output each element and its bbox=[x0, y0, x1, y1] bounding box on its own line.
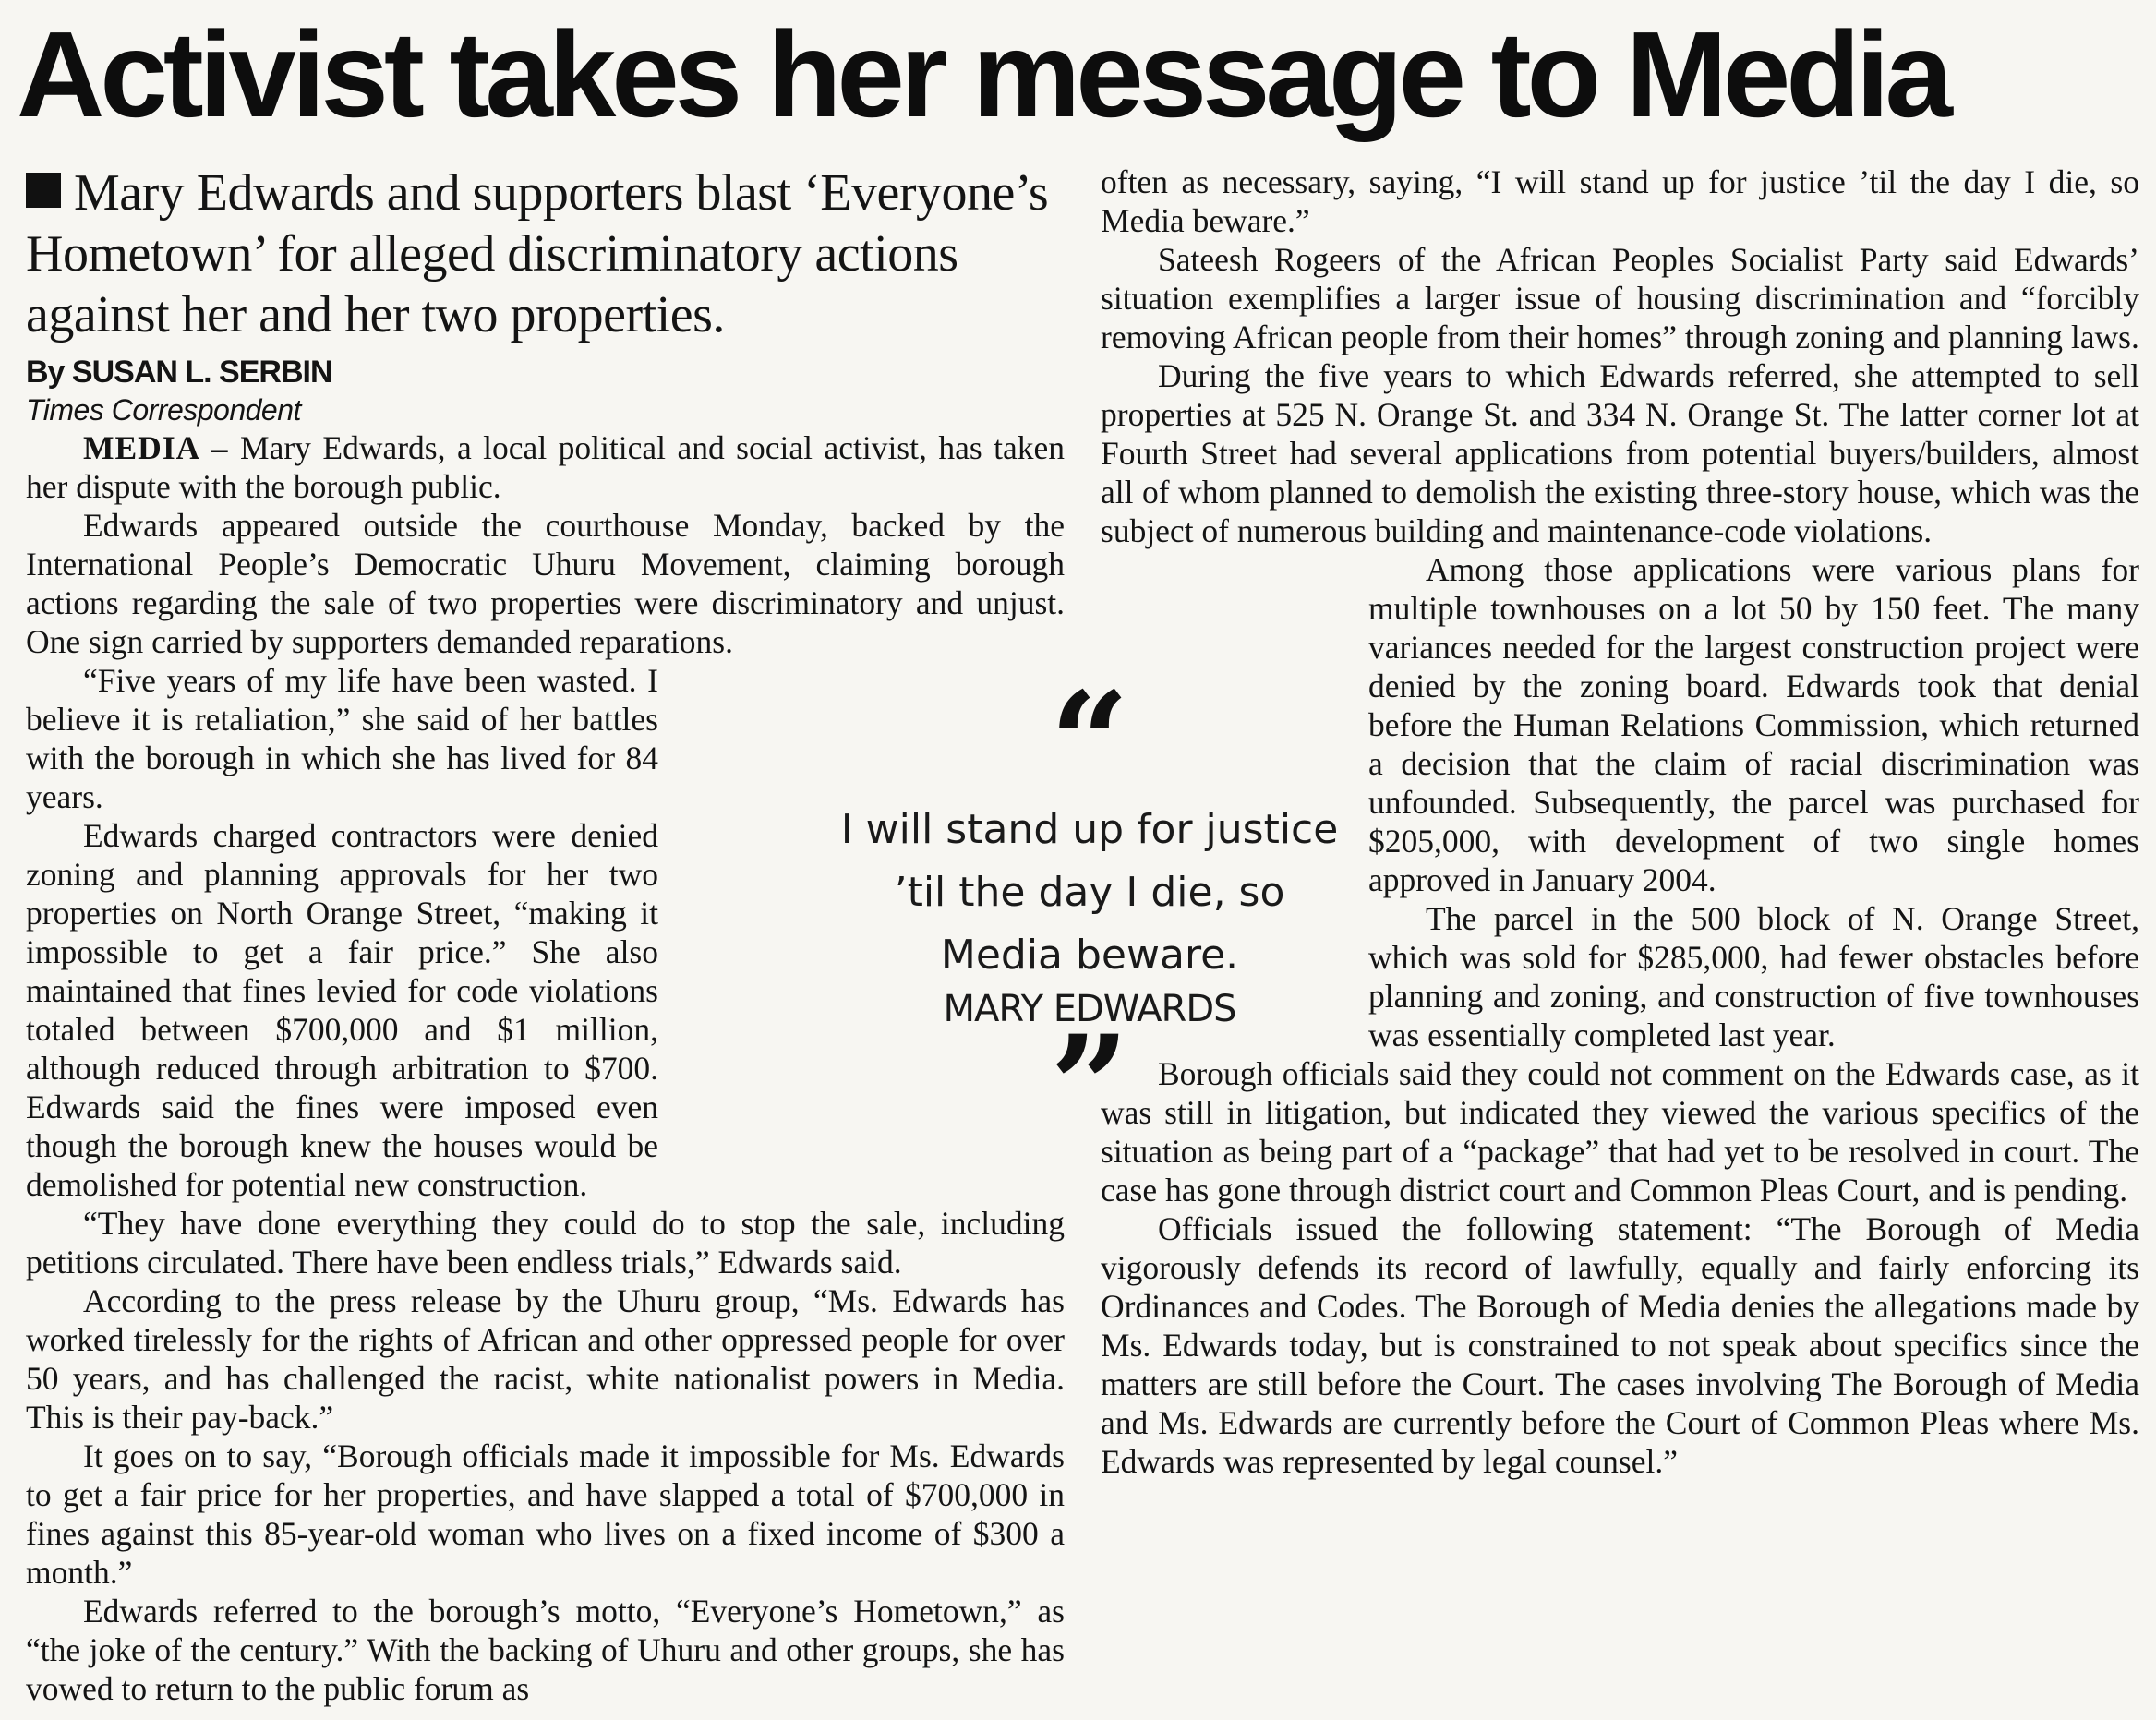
paragraph bbox=[26, 428, 1065, 506]
paragraph: Edwards charged contractors were denied zoning and planning approvals for her two properties on North Orange Street, “making it impossible to get a fair price.” She also maintained that fines levied for code violations totaled between $700,000 and $1 million, although reduced through arbitration to $700. Edwards said the fines were imposed even though the borough knew the houses would be demolished for potential new construction. bbox=[26, 817, 658, 1203]
dateline: MEDIA – bbox=[83, 429, 229, 466]
open-quote-icon: “ bbox=[1049, 662, 1130, 824]
paragraph: Among those applications were various plans for multiple townhouses on a lot 50 by 150 feet. The many variances needed for the largest construction project were denied by the zoning board. Edwards took that denial before the Human Relations Commission, which returned a decision that the claim of racial discrimination was unfounded. Subsequently, the parcel was purchased for $205,000, with development of two single homes approved in January 2004. bbox=[1368, 551, 2139, 898]
paragraph: “They have done everything they could do to stop the sale, including petitions circulated. There have been endless trials,” Edwards said. bbox=[26, 1205, 1065, 1281]
byline: By SUSAN L. SERBIN bbox=[26, 355, 332, 390]
paragraph: According to the press release by the Uhuru group, “Ms. Edwards has worked tirelessly for the rights of African and other oppressed people for over 50 years, and has challenged the racist, white nationalist powers in Media. This is their pay-back.” bbox=[26, 1282, 1065, 1436]
headline: Activist takes her message to Media bbox=[17, 6, 1948, 142]
pull-quote bbox=[831, 662, 1348, 1168]
paragraph: “Five years of my life have been wasted. I believe it is retaliation,” she said of her battles with the borough in which she has lived for 84 years. bbox=[26, 662, 658, 815]
paragraph: The parcel in the 500 block of N. Orange Street, which was sold for $285,000, had fewer obstacles before planning and zoning, and construction of five townhouses was essentially completed last year. bbox=[1368, 900, 2139, 1053]
byline-role: Times Correspondent bbox=[26, 393, 301, 427]
paragraph: During the five years to which Edwards referred, she attempted to sell properties at 525 N. Orange St. and 334 N. Orange St. The latter corner lot at Fourth Street had several applications from potential buyers/builders, almost all of whom planned to demolish the existing three-story house, which was the subject of numerous building and maintenance-code violations. bbox=[1101, 357, 2139, 549]
square-bullet-icon bbox=[26, 173, 61, 208]
paragraph: Borough officials said they could not comment on the Edwards case, as it was still in litigation, but indicated they viewed the various specifics of the situation as being part of a “package” that had yet to be resolved in court. The case has gone through district court and Common Pleas Court, and is pending. bbox=[1101, 1055, 2139, 1209]
deck bbox=[26, 162, 1065, 345]
paragraph: often as necessary, saying, “I will stand up for justice ’til the day I die, so Media beware.” bbox=[1101, 163, 2139, 239]
paragraph: Officials issued the following statement: “The Borough of Media vigorously defends its record of lawfully, equally and fairly enforcing its Ordinances and Codes. The Borough of Media denies the allegations made by Ms. Edwards today, but is constrained to not speak about specifics since the matters are still before the Court. The cases involving The Borough of Media and Ms. Edwards are currently before the Court of Common Pleas where Ms. Edwards was represented by legal counsel.” bbox=[1101, 1210, 2139, 1480]
pull-quote-text: I will stand up for justice ’til the day I die, so Media beware. bbox=[840, 806, 1339, 979]
paragraph: Edwards referred to the borough’s motto, “Everyone’s Hometown,” as “the joke of the century.” With the backing of Uhuru and other groups, she has vowed to return to the public forum as bbox=[26, 1593, 1065, 1707]
close-quote-icon: ” bbox=[1049, 1005, 1130, 1168]
paragraph-text: Mary Edwards, a local political and social activist, has taken her dispute with the borough public. bbox=[26, 429, 1065, 505]
paragraph: It goes on to say, “Borough officials made it impossible for Ms. Edwards to get a fair price for her properties, and have slapped a total of $700,000 in fines against this 85-year-old woman who lives on a fixed income of $300 a month.” bbox=[26, 1437, 1065, 1591]
deck-text: Mary Edwards and supporters blast ‘Everyone’s Hometown’ for alleged discriminatory actions against her and her two properties. bbox=[26, 164, 1049, 343]
paragraph: Sateesh Rogeers of the African Peoples Socialist Party said Edwards’ situation exemplifies a larger issue of housing discrimination and “forcibly removing African people from their homes” through zoning and planning laws. bbox=[1101, 241, 2139, 355]
paragraph: Edwards appeared outside the courthouse Monday, backed by the International People’s Democratic Uhuru Movement, claiming borough actions regarding the sale of two properties were discriminatory and unjust. One sign carried by supporters demanded reparations. bbox=[26, 507, 1065, 660]
pull-quote-source: MARY EDWARDS bbox=[943, 988, 1236, 1030]
